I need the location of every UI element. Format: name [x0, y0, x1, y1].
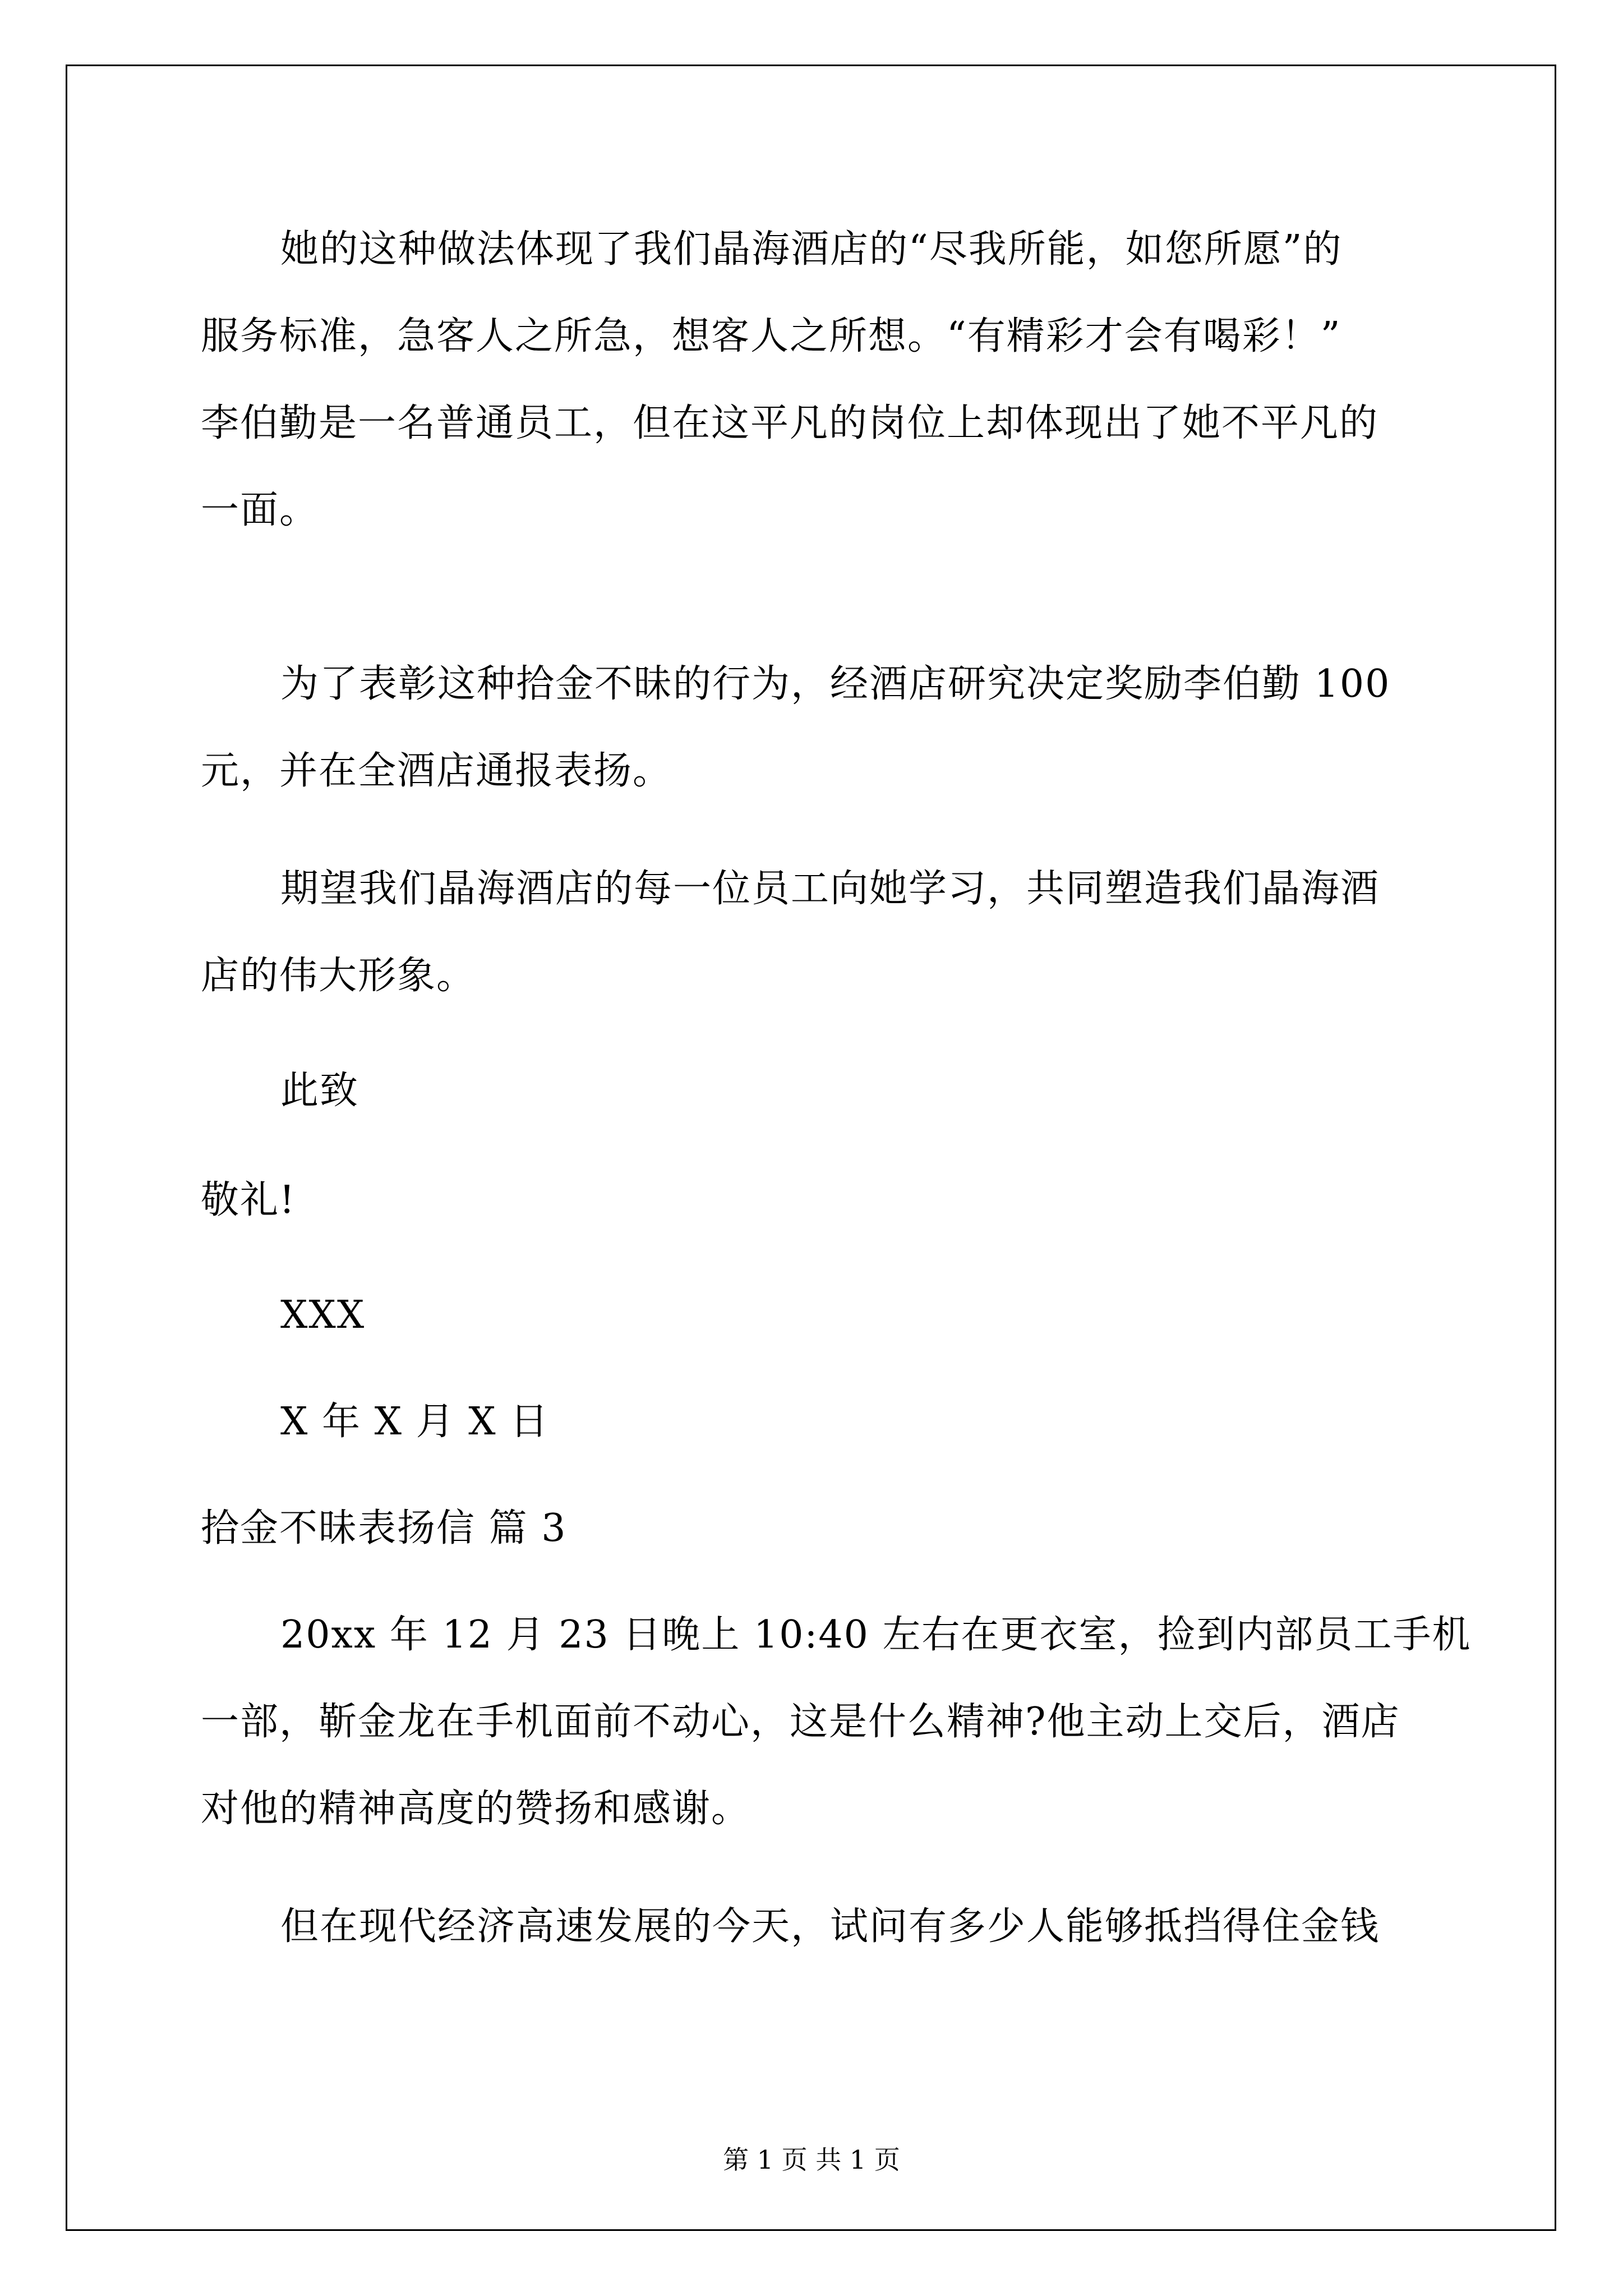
signature-date: X 年 X 月 X 日: [280, 1400, 550, 1444]
text-line: 她的这种做法体现了我们晶海酒店的“尽我所能，如您所愿”的: [280, 227, 1343, 272]
salutation-closing: 此致: [280, 1069, 359, 1113]
text-line: 但在现代经济高速发展的今天，试问有多少人能够抵挡得住金钱: [280, 1904, 1380, 1949]
signature-name: XXX: [280, 1293, 366, 1337]
text-line: 期望我们晶海酒店的每一位员工向她学习，共同塑造我们晶海酒: [280, 867, 1380, 911]
text-line: 李伯勤是一名普通员工，但在这平凡的岗位上却体现出了她不平凡的: [201, 401, 1379, 445]
page-footer: 第 1 页 共 1 页: [723, 2145, 900, 2175]
text-line: 店的伟大形象。: [201, 954, 476, 998]
text-line: 元，并在全酒店通报表扬。: [201, 749, 672, 793]
text-line: 一面。: [201, 488, 319, 532]
text-line: 20xx 年 12 月 23 日晚上 10:40 左右在更衣室，捡到内部员工手机: [280, 1613, 1472, 1657]
text-line: 一部，靳金龙在手机面前不动心，这是什么精神?他主动上交后，酒店: [201, 1700, 1400, 1744]
section-heading: 拾金不昧表扬信 篇 3: [201, 1506, 567, 1550]
text-line: 为了表彰这种拾金不昧的行为，经酒店研究决定奖励李伯勤 100: [280, 662, 1391, 706]
text-line: 服务标准，急客人之所急，想客人之所想。“有精彩才会有喝彩！”: [201, 314, 1341, 358]
salutation-regards: 敬礼!: [201, 1178, 296, 1222]
text-line: 对他的精神高度的赞扬和感谢。: [201, 1787, 751, 1831]
